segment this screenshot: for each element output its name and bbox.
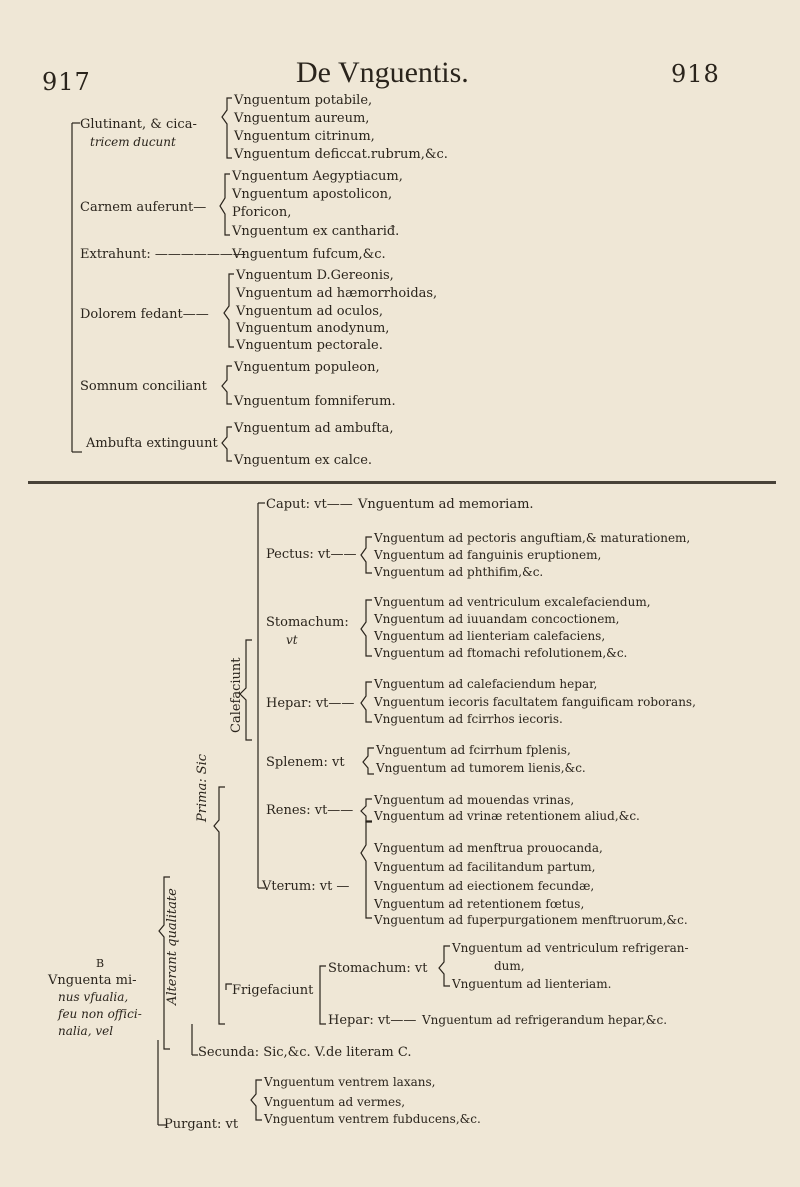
dolorem-item-1: Vnguentum D.Gereonis,: [236, 268, 394, 283]
uterum-item-3: Vnguentum ad eiectionem fecundæ,: [374, 879, 595, 893]
carnem-item-1: Vnguentum Aegyptiacum,: [232, 169, 403, 184]
extrahunt-item: Vnguentum fufcum,&c.: [232, 247, 386, 262]
purgant-label: Purgant: vt: [164, 1117, 239, 1132]
root-line-2: nus vfualia,: [58, 990, 129, 1004]
ambusta-item-2: Vnguentum ex calce.: [234, 453, 373, 468]
carnem-item-4: Vnguentum ex canthariđ.: [232, 224, 400, 239]
stomachum-vt: vt: [286, 633, 298, 647]
dolorem-item-2: Vnguentum ad hæmorrhoidas,: [236, 286, 438, 301]
pectus-item-2: Vnguentum ad fanguinis eruptionem,: [374, 548, 602, 562]
somnum-label: Somnum conciliant: [80, 379, 207, 394]
hepar-label: Hepar: vt——: [266, 696, 355, 711]
glutinant-item-1: Vnguentum potabile,: [234, 93, 373, 108]
secunda-line: Secunda: Sic,&c. V.de literam C.: [198, 1045, 412, 1060]
hepar-item-2: Vnguentum iecoris facultatem fanguificam roborans,: [374, 695, 696, 709]
renes-item-2: Vnguentum ad vrinæ retentionem aliud,&c.: [374, 809, 640, 823]
glutinant-label: Glutinant, & cica-: [80, 117, 197, 132]
frig-hepar-item: Vnguentum ad refrigerandum hepar,&c.: [422, 1013, 668, 1027]
stomachum-item-4: Vnguentum ad ftomachi refolutionem,&c.: [374, 646, 628, 660]
extrahunt-label: Extrahunt: ———————: [80, 247, 246, 262]
purgant-item-3: Vnguentum ventrem fubducens,&c.: [264, 1112, 481, 1126]
hepar-item-3: Vnguentum ad fcirrhos iecoris.: [374, 712, 563, 726]
calefaciunt-label: Calefaciunt: [229, 657, 244, 733]
frig-stomachum-item-1: Vnguentum ad ventriculum refrigeran-: [452, 941, 689, 955]
glutinant-item-3: Vnguentum citrinum,: [234, 129, 375, 144]
stomachum-item-1: Vnguentum ad ventriculum excalefaciendum,: [374, 595, 651, 609]
somnum-item-1: Vnguentum populeon,: [234, 360, 380, 375]
splenem-label: Splenem: vt: [266, 755, 345, 770]
alterant-label: Alterant qualitate: [165, 888, 180, 1005]
uterum-item-5: Vnguentum ad fuperpurgationem menftruorum,&c.: [374, 913, 688, 927]
hepar-item-1: Vnguentum ad calefaciendum hepar,: [374, 677, 598, 691]
uterum-item-4: Vnguentum ad retentionem fœtus,: [374, 897, 585, 911]
page-number-left: 917: [42, 68, 91, 96]
carnem-item-2: Vnguentum apostolicon,: [232, 187, 393, 202]
ambusta-label: Ambufta extinguunt: [86, 436, 218, 451]
section-divider: [28, 481, 776, 484]
pectus-item-1: Vnguentum ad pectoris anguftiam,& maturationem,: [374, 531, 691, 545]
splenem-item-1: Vnguentum ad fcirrhum fplenis,: [376, 743, 571, 757]
splenem-item-2: Vnguentum ad tumorem lienis,&c.: [376, 761, 586, 775]
purgant-item-2: Vnguentum ad vermes,: [264, 1095, 406, 1109]
dolorem-item-3: Vnguentum ad oculos,: [236, 304, 384, 319]
prima-label: Prima: Sic: [195, 753, 210, 822]
frig-hepar-label: Hepar: vt——: [328, 1013, 417, 1028]
renes-label: Renes: vt——: [266, 803, 354, 818]
pectus-item-3: Vnguentum ad phthifim,&c.: [374, 565, 544, 579]
glutinant-item-4: Vnguentum deficcat.rubrum,&c.: [234, 147, 448, 162]
somnum-item-2: Vnguentum fomniferum.: [234, 394, 396, 409]
root-line-3: feu non offici-: [58, 1007, 142, 1021]
frig-stomachum-label: Stomachum: vt: [328, 961, 428, 976]
dolorem-label: Dolorem fedant——: [80, 307, 209, 322]
caput-label: Caput: vt——: [266, 497, 353, 512]
stomachum-label: Stomachum:: [266, 615, 349, 630]
purgant-item-1: Vnguentum ventrem laxans,: [264, 1075, 436, 1089]
stomachum-item-2: Vnguentum ad iuuandam concoctionem,: [374, 612, 620, 626]
frig-stomachum-item-2: Vnguentum ad lienteriam.: [452, 977, 612, 991]
uterum-label: Vterum: vt —: [262, 879, 350, 894]
glutinant-label-cont: tricem ducunt: [90, 135, 176, 149]
ambusta-item-1: Vnguentum ad ambufta,: [234, 421, 394, 436]
pectus-label: Pectus: vt——: [266, 547, 357, 562]
dolorem-item-5: Vnguentum pectorale.: [236, 338, 383, 353]
caput-item: Vnguentum ad memoriam.: [358, 497, 534, 512]
renes-item-1: Vnguentum ad mouendas vrinas,: [374, 793, 575, 807]
root-letter: B: [96, 957, 105, 970]
uterum-item-2: Vnguentum ad facilitandum partum,: [374, 860, 596, 874]
stomachum-item-3: Vnguentum ad lienteriam calefaciens,: [374, 629, 606, 643]
carnem-item-3: Pforicon,: [232, 205, 292, 220]
carnem-label: Carnem auferunt—: [80, 200, 207, 215]
page-number-right: 918: [671, 60, 720, 88]
frigefaciunt-label: Frigefaciunt: [232, 983, 314, 998]
dolorem-item-4: Vnguentum anodynum,: [236, 321, 390, 336]
running-title: De Vnguentis.: [296, 56, 469, 89]
glutinant-item-2: Vnguentum aureum,: [234, 111, 370, 126]
root-line-1: Vnguenta mi-: [48, 973, 137, 988]
root-line-4: nalia, vel: [58, 1024, 114, 1038]
frig-stomachum-item-1b: dum,: [494, 959, 525, 973]
uterum-item-1: Vnguentum ad menftrua prouocanda,: [374, 841, 603, 855]
